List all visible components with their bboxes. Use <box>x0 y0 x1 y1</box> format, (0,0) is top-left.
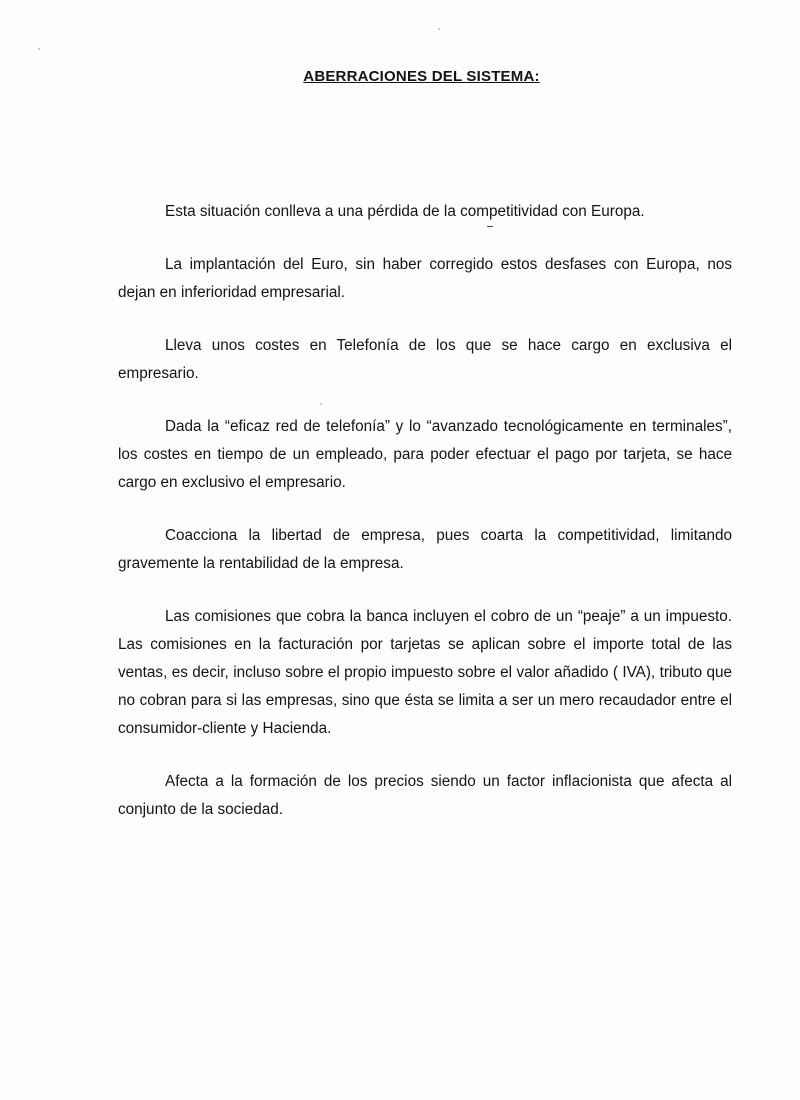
paragraph-4: Dada la “eficaz red de telefonía” y lo “avanzado tecnológicamente en terminales”, los costes en tiempo de un empleado, para poder efectuar el pago por tarjeta, se hace cargo en exclusivo el empresario. <box>118 418 732 491</box>
paragraph-5: Coacciona la libertad de empresa, pues coarta la competitividad, limitando gravemente la rentabilidad de la empresa. <box>118 527 732 572</box>
document-body <box>118 198 732 849</box>
paragraph-1: Esta situación conlleva a una pérdida de la competitividad con Europa. <box>165 203 645 220</box>
paragraph-2: La implantación del Euro, sin haber corregido estos desfases con Europa, nos dejan en inferioridad empresarial. <box>118 256 732 301</box>
paragraph-6: Las comisiones que cobra la banca incluyen el cobro de un “peaje” a un impuesto. Las comisiones en la facturación por tarjetas se aplican sobre el importe total de las ventas, es decir, incluso sobre el propio impuesto sobre el valor añadido ( IVA), tributo que no cobran para si las empresas, sino que ésta se limita a ser un mero recaudador entre el consumidor-cliente y Hacienda. <box>118 608 732 737</box>
paragraph-7: Afecta a la formación de los precios siendo un factor inflacionista que afecta al conjunto de la sociedad. <box>118 773 732 818</box>
paragraph-3: Lleva unos costes en Telefonía de los que se hace cargo en exclusiva el empresario. <box>118 337 732 382</box>
document-title: ABERRACIONES DEL SISTEMA: <box>303 68 540 85</box>
paper-speck <box>38 48 40 50</box>
paper-speck <box>438 28 440 30</box>
